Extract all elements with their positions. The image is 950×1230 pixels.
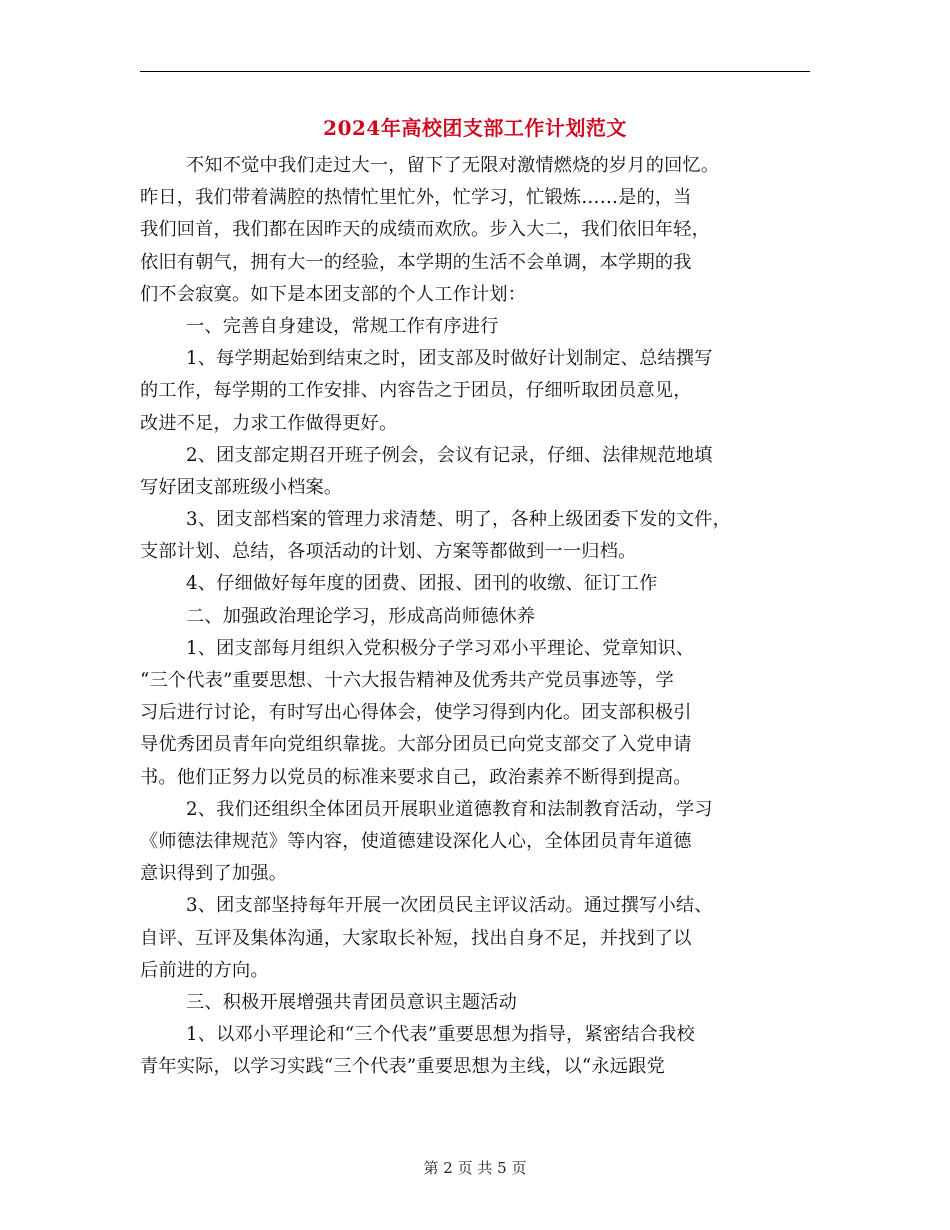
text-line: 习后进行讨论，有时写出心得体会，使学习得到内化。团支部积极引	[140, 702, 692, 724]
text-line: 2、团支部定期召开班子例会，会议有记录，仔细、法律规范地填	[186, 444, 713, 466]
text-line: 4、仔细做好每年度的团费、团报、团刊的收缴、征订工作	[186, 573, 658, 595]
text-line: 3、团支部坚持每年开展一次团员民主评议活动。通过撰写小结、	[186, 895, 713, 917]
page-number: 第 2 页 共 5 页	[423, 1159, 527, 1177]
text-line: 《师德法律规范》等内容，使道德建设深化人心，全体团员青年道德	[140, 830, 692, 852]
text-line: 青年实际，以学习实践“三个代表”重要思想为主线，以“永远跟党	[140, 1056, 665, 1078]
text-line: 二、加强政治理论学习，形成高尚师德休养	[186, 605, 536, 627]
text-line: 写好团支部班级小档案。	[140, 476, 343, 498]
document-body	[140, 150, 810, 1083]
text-line: 一、完善自身建设，常规工作有序进行	[186, 315, 499, 337]
text-line: 们不会寂寞。如下是本团支部的个人工作计划：	[140, 283, 527, 305]
header-rule	[140, 71, 810, 72]
text-line: 导优秀团员青年向党组织靠拢。大部分团员已向党支部交了入党申请	[140, 734, 692, 756]
text-line: 改进不足，力求工作做得更好。	[140, 412, 398, 434]
text-line: 后前进的方向。	[140, 959, 269, 981]
text-line: 不知不觉中我们走过大一，留下了无限对激情燃烧的岁月的回忆。	[186, 155, 720, 176]
text-line: 1、团支部每月组织入党积极分子学习邓小平理论、党章知识、	[186, 637, 695, 659]
text-line: 三、积极开展增强共青团员意识主题活动	[186, 991, 517, 1013]
text-line: 依旧有朝气，拥有大一的经验，本学期的生活不会单调，本学期的我	[140, 251, 692, 273]
text-line: 书。他们正努力以党员的标准来要求自己，政治素养不断得到提高。	[140, 766, 692, 788]
text-line: 昨日，我们带着满腔的热情忙里忙外，忙学习，忙锻炼……是的，当	[140, 187, 692, 209]
text-line: 自评、互评及集体沟通，大家取长补短，找出自身不足，并找到了以	[140, 927, 692, 949]
text-line: 1、以邓小平理论和“三个代表”重要思想为指导，紧密结合我校	[186, 1024, 695, 1046]
text-line: 支部计划、总结，各项活动的计划、方案等都做到一一归档。	[140, 541, 637, 563]
text-line: 1、每学期起始到结束之时，团支部及时做好计划制定、总结撰写	[186, 348, 713, 370]
document-title: 2024年高校团支部工作计划范文	[323, 116, 627, 140]
text-line: 我们回首，我们都在因昨天的成绩而欢欣。步入大二，我们依旧年轻，	[140, 219, 711, 241]
text-line: 的工作，每学期的工作安排、内容告之于团员，仔细听取团员意见，	[140, 380, 692, 402]
text-line: 2、我们还组织全体团员开展职业道德教育和法制教育活动，学习	[186, 798, 713, 820]
text-line: 3、团支部档案的管理力求清楚、明了，各种上级团委下发的文件，	[186, 509, 732, 531]
text-line: 意识得到了加强。	[140, 863, 288, 885]
text-line: “三个代表”重要思想、十六大报告精神及优秀共产党员事迹等，学	[140, 670, 674, 691]
